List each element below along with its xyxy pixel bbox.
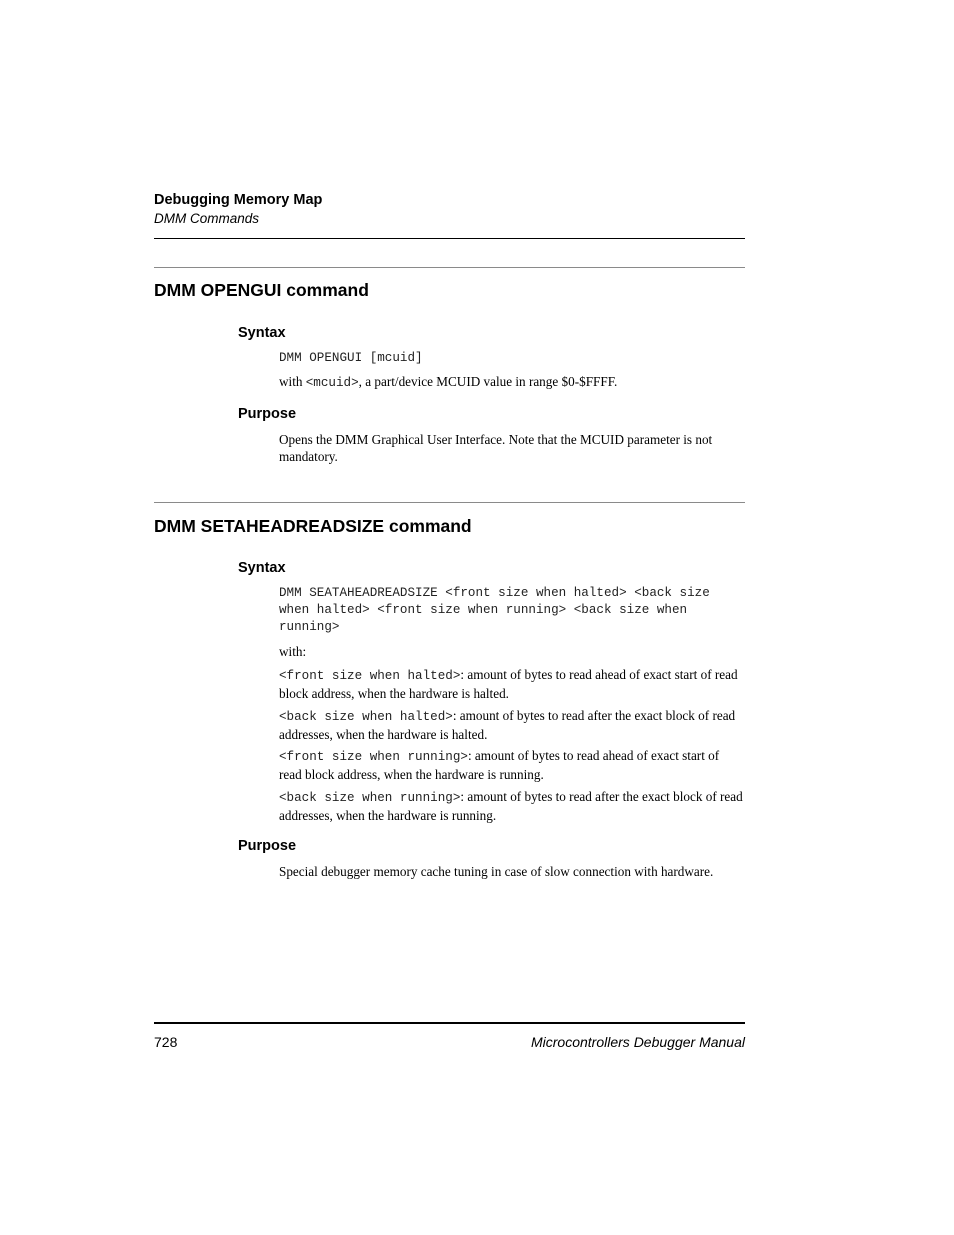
param-text: : amount of bytes to read after the exact block of read addresses, when the hardware is running. (279, 789, 743, 823)
section-title-setaheadreadsize: DMM SETAHEADREADSIZE command (154, 516, 472, 536)
param-code-mcuid: <mcuid> (305, 376, 359, 390)
param-text: : amount of bytes to read ahead of exact start of read block address, when the hardware is halted. (279, 667, 738, 701)
header-rule (154, 238, 745, 239)
param-code: <front size when halted> (279, 669, 461, 683)
syntax-description-opengui (279, 373, 745, 392)
purpose-heading-opengui: Purpose (238, 406, 297, 422)
syntax-code-opengui: DMM OPENGUI [mcuid] (279, 351, 423, 365)
running-header-subtitle: DMM Commands (154, 211, 260, 226)
syntax-heading-opengui: Syntax (238, 325, 286, 341)
param-code: <back size when halted> (279, 710, 453, 724)
running-header-title: Debugging Memory Map (154, 192, 323, 208)
param-text: : amount of bytes to read after the exact block of read addresses, when the hardware is halted. (279, 708, 736, 742)
param-description (279, 747, 745, 783)
param-code: <back size when running> (279, 791, 461, 805)
with-label: with: (279, 644, 307, 659)
footer-rule (154, 1022, 745, 1024)
param-description (279, 707, 745, 743)
param-description (279, 666, 745, 702)
purpose-heading-setaheadreadsize: Purpose (238, 838, 297, 854)
param-code: <front size when running> (279, 750, 468, 764)
param-text: : amount of bytes to read ahead of exact start of read block address, when the hardware is running. (279, 748, 720, 782)
purpose-text-opengui: Opens the DMM Graphical User Interface. Note that the MCUID parameter is not mandatory. (279, 432, 713, 464)
section-divider-opengui (154, 267, 745, 268)
section-title-opengui: DMM OPENGUI command (154, 280, 369, 300)
syntax-heading-setaheadreadsize: Syntax (238, 560, 286, 576)
page-number: 728 (154, 1034, 178, 1050)
section-divider-setaheadreadsize (154, 502, 745, 503)
purpose-text-setaheadreadsize: Special debugger memory cache tuning in case of slow connection with hardware. (279, 864, 714, 879)
with-prefix: with (279, 374, 306, 389)
syntax-code-setaheadreadsize: DMM SEATAHEADREADSIZE <front size when halted> <back size when halted> <front size when running> <back size when running> (279, 586, 718, 634)
with-suffix: , a part/device MCUID value in range $0-$FFFF. (358, 374, 618, 389)
param-description (279, 788, 745, 824)
manual-title: Microcontrollers Debugger Manual (531, 1034, 745, 1050)
